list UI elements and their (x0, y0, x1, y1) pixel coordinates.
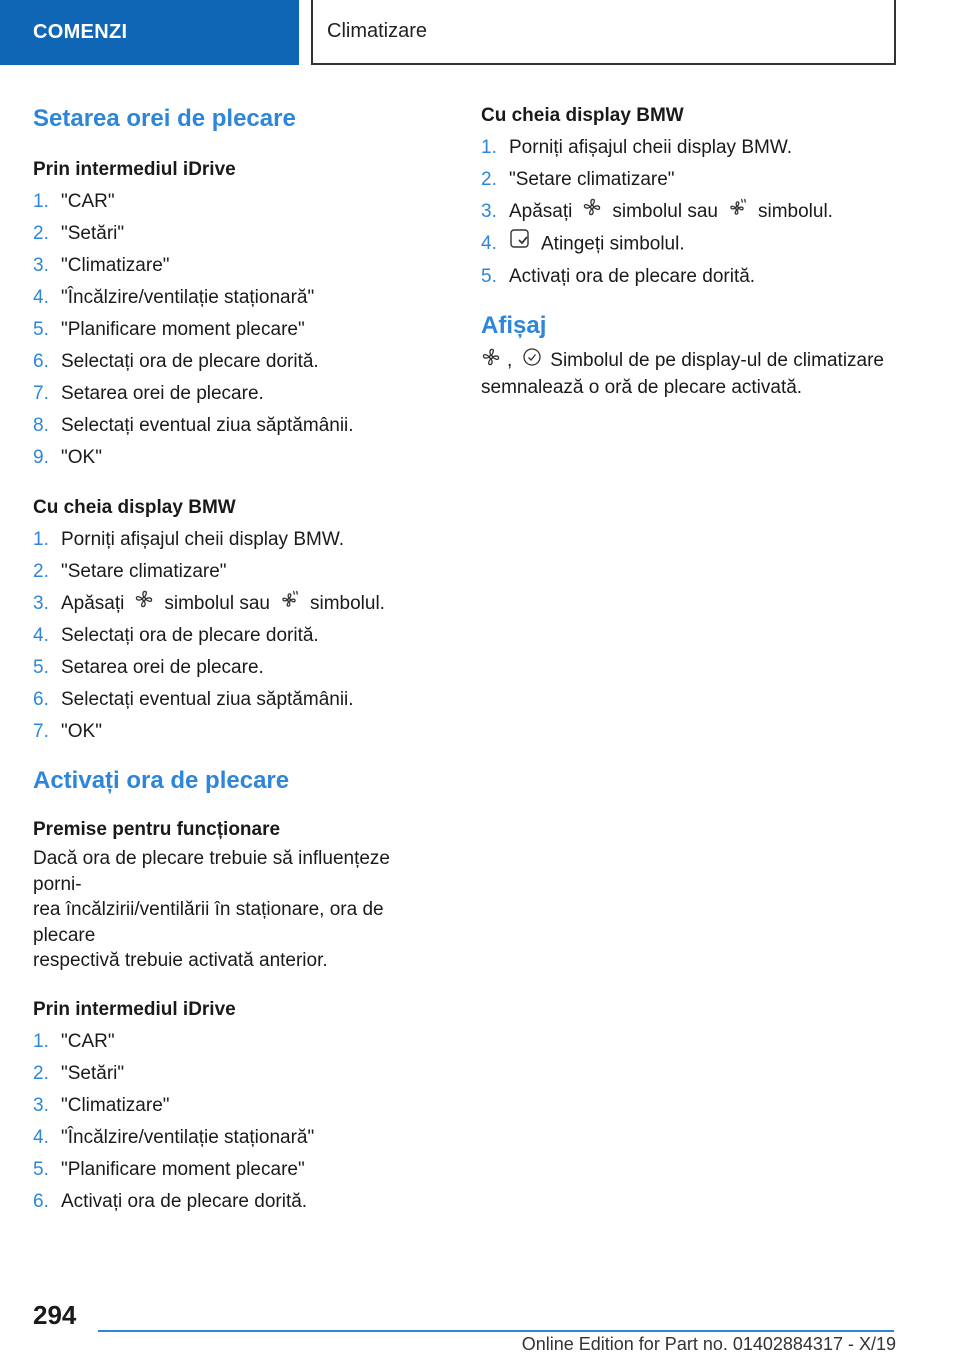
list-item: 3. Apăsați simbolul sau simbolul. (481, 196, 901, 228)
list-item: 1. Porniți afișajul cheii display BMW. (481, 137, 792, 158)
list-item: 4. "Încălzire/ventilație staționară" (33, 1126, 315, 1148)
fan-heat-icon (280, 588, 300, 620)
header-section: COMENZI (0, 0, 299, 65)
clock-icon (522, 347, 542, 375)
footer-edition: Online Edition for Part no. 01402884317 - X/19 (521, 1334, 896, 1354)
list-item: 6. Selectați eventual ziua săptămânii. (33, 689, 354, 711)
list-item: 2. "Setări" (33, 223, 125, 244)
right-steps-list (481, 132, 901, 293)
section-title-display: Afișaj (481, 312, 547, 340)
list-item: 5. Activați ora de plecare dorită. (481, 266, 756, 288)
subheading-display-key-right: Cu cheia display BMW (481, 105, 684, 126)
list-item: 1. Porniți afișajul cheii display BMW. (33, 529, 344, 550)
list-item: 3. "Climatizare" (33, 1094, 170, 1116)
list-item: 5. Setarea orei de plecare. (33, 657, 264, 679)
page-number: 294 (33, 1300, 77, 1330)
list-item: 3. "Climatizare" (33, 255, 170, 276)
list-item: 7. Setarea orei de plecare. (33, 383, 264, 404)
section-title-departure: Setarea orei de plecare (33, 105, 296, 132)
list-item: 2. "Setare climatizare" (33, 561, 227, 582)
subheading-display-key: Cu cheia display BMW (33, 497, 236, 518)
list-item: 4. "Încălzire/ventilație staționară" (33, 287, 315, 308)
list-item: 8. Selectați eventual ziua săptămânii. (33, 415, 354, 436)
display-key-steps-list (33, 524, 443, 748)
header-chapter (311, 0, 896, 65)
fan-icon (134, 588, 154, 620)
list-item: 6. Activați ora de plecare dorită. (33, 1190, 308, 1212)
activate-steps-list (33, 1026, 443, 1218)
idrive-steps-list (33, 186, 443, 474)
list-item: 5. "Planificare moment plecare" (33, 1158, 305, 1180)
section-title-activate: Activați ora de plecare (33, 767, 290, 795)
list-item: 9. "OK" (33, 447, 102, 468)
fan-icon (582, 196, 602, 228)
list-item: 2. "Setare climatizare" (481, 169, 675, 190)
footer-divider (98, 1330, 894, 1332)
list-item: 6. Selectați ora de plecare dorită. (33, 351, 319, 372)
list-item: 1. "CAR" (33, 191, 115, 212)
list-item: 7. "OK" (33, 721, 102, 743)
list-item: 1. "CAR" (33, 1030, 115, 1052)
prerequisites-paragraph: Dacă ora de plecare trebuie să influențeze porni- rea încălzirii/ventilării în staționare, ora de plecare respectivă trebuie activată anterior. (33, 848, 391, 972)
fan-icon (481, 347, 501, 375)
list-item: 2. "Setări" (33, 1062, 125, 1084)
left-column (33, 100, 443, 1218)
subheading-prerequisites: Premise pentru funcționare (33, 819, 281, 841)
fan-heat-icon (728, 196, 748, 228)
list-item: 3. Apăsați simbolul sau simbolul. (33, 588, 443, 620)
right-column (481, 100, 901, 400)
display-paragraph: , Simbolul de pe display-ul de climatizare semnalează o oră de plecare activată. (481, 347, 901, 400)
subheading-idrive-2: Prin intermediul iDrive (33, 998, 236, 1020)
touch-icon (509, 228, 531, 261)
chapter-title: Climatizare (327, 20, 428, 42)
list-item: 4. Selectați ora de plecare dorită. (33, 625, 319, 647)
list-item: 4. Atingeți simbolul. (481, 228, 901, 261)
subheading-idrive: Prin intermediul iDrive (33, 159, 236, 180)
list-item: 5. "Planificare moment plecare" (33, 319, 305, 340)
